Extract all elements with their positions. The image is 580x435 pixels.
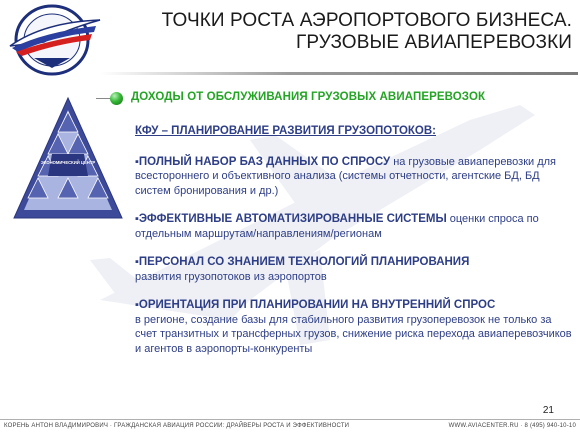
item-lead: ПЕРСОНАЛ СО ЗНАНИЕМ ТЕХНОЛОГИЙ ПЛАНИРОВАНИЯ [138,256,470,268]
green-bullet-icon [110,92,123,105]
list-item [135,155,575,199]
page-number: 21 [542,405,554,416]
slide-title-line2: ГРУЗОВЫЕ АВИАПЕРЕВОЗКИ [295,32,572,53]
section-heading: ДОХОДЫ ОТ ОБСЛУЖИВАНИЯ ГРУЗОВЫХ АВИАПЕРЕВОЗОК [131,91,486,103]
title-divider [100,72,578,75]
kfu-heading: КФУ – ПЛАНИРОВАНИЕ РАЗВИТИЯ ГРУЗОПОТОКОВ: [135,125,437,137]
item-text: в регионе, создание базы для стабильного развития грузоперевозок не только за счет транзитных и трансферных грузов, снижение риска перехода авиаперевозчиков и агентов в аэропорты-конкуренты [135,313,572,355]
list-item [135,298,575,356]
slide-title-line1: ТОЧКИ РОСТА АЭРОПОРТОВОГО БИЗНЕСА. [161,10,572,31]
bullet-mark: ▪ [135,256,139,268]
item-text: оценки спроса по отдельным маршрутам/направлениям/регионам [135,213,539,240]
bullet-mark: ▪ [135,155,139,168]
bullet-mark: ▪ [135,213,139,225]
footer-divider [0,419,580,420]
item-text: на грузовые авиаперевозки для всестороннего и объективного анализа (системы отчетности, агентские БД, БД систем бронирования и др.) [135,155,557,197]
aviation-emblem-logo [4,2,104,78]
footer-left-text: КОРЕНЬ АНТОН ВЛАДИМИРОВИЧ · ГРАЖДАНСКАЯ АВИАЦИЯ РОССИИ: ДРАЙВЕРЫ РОСТА И ЭФФЕКТИВНОСТИ [4,423,350,429]
footer-right-text: WWW.AVIACENTER.RU · 8 (495) 940-10-10 [448,423,576,429]
item-lead: ПОЛНЫЙ НАБОР БАЗ ДАННЫХ ПО СПРОСУ [138,155,391,168]
list-item [135,212,575,241]
pyramid-center-label: ЭКОНОМИЧЕСКИЙ ЦЕНТР [40,160,96,165]
list-item [135,255,575,284]
bullet-mark: ▪ [135,299,139,311]
item-lead: ОРИЕНТАЦИЯ ПРИ ПЛАНИРОВАНИИ НА ВНУТРЕННИЙ СПРОС [138,299,496,311]
slide-title [132,10,572,54]
item-lead: ЭФФЕКТИВНЫЕ АВТОМАТИЗИРОВАННЫЕ СИСТЕМЫ [138,213,447,225]
pyramid-diagram [12,96,124,222]
item-text: развития грузопотоков из аэропортов [135,270,327,283]
content-block [135,124,575,370]
